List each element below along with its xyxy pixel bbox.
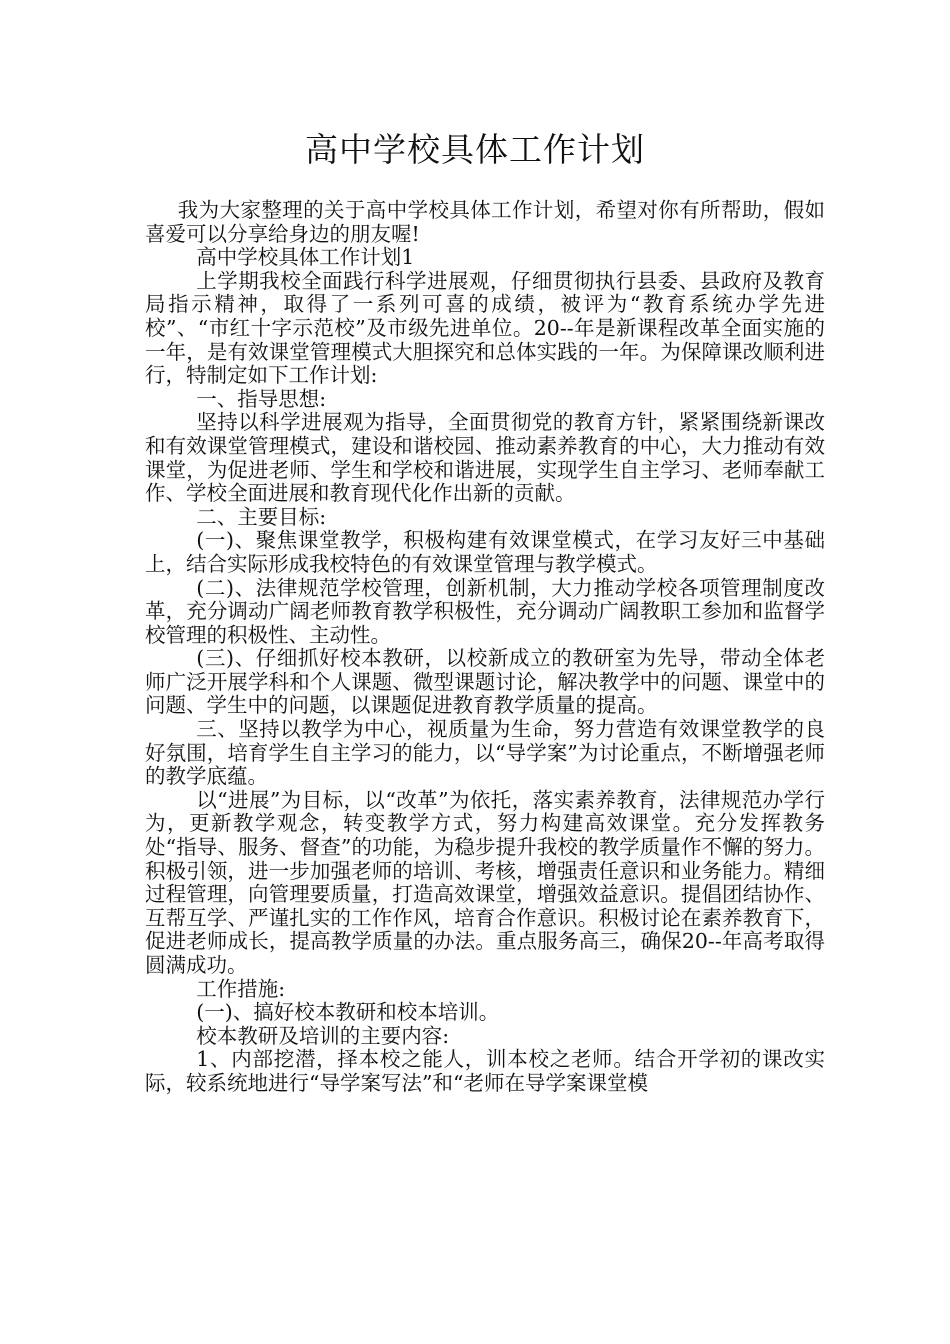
goal-item-1: (一)、聚焦课堂教学，积极构建有效课堂模式，在学习友好三中基础上，结合实际形成我校特色的有效课堂管理与教学模式。 [145,528,825,576]
section-heading-measures: 工作措施: [196,976,286,1001]
document-title: 高中学校具体工作计划 [305,130,645,169]
training-item-1: 1、内部挖潜，择本校之能人，训本校之老师。结合开学初的课改实际，较系统地进行“导学案写法”和“老师在导学案课堂模 [145,1047,825,1095]
section-three-paragraph: 三、坚持以教学为中心，视质量为生命，努力营造有效课堂教学的良好氛围，培育学生自主学习的能力，以“导学案”为讨论重点，不断增强老师的教学底蕴。 [145,717,825,789]
guiding-thought-paragraph: 坚持以科学进展观为指导，全面贯彻党的教育方针，紧紧围绕新课改和有效课堂管理模式，建设和谐校园、推动素养教育的中心，大力推动有效课堂，为促进老师、学生和学校和谐进展，实现学生自主学习、老师奉献工作、学校全面进展和教育现代化作出新的贡献。 [145,410,825,506]
intro-paragraph: 我为大家整理的关于高中学校具体工作计划，希望对你有所帮助，假如喜爱可以分享给身边的朋友喔! [145,198,825,246]
development-paragraph: 以“进展”为目标，以“改革”为依托，落实素养教育，法律规范办学行为，更新教学观念，转变教学方式，努力构建高效课堂。充分发挥教务处“指导、服务、督查”的功能，为稳步提升我校的教学质量作不懈的努力。积极引领，进一步加强老师的培训、考核，增强责任意识和业务能力。精细过程管理，向管理要质量，打造高效课堂，增强效益意识。提倡团结协作、互帮互学、严谨扎实的工作作风，培育合作意识。积极讨论在素养教育下，促进老师成长，提高教学质量的办法。重点服务高三，确保20--年高考取得圆满成功。 [145,787,825,977]
document-body [145,199,825,1096]
goal-item-3: (三)、仔细抓好校本教研，以校新成立的教研室为先导，带动全体老师广泛开展学科和个人课题、微型课题讨论，解决教学中的问题、课堂中的问题、学生中的问题，以课题促进教育教学质量的提高。 [145,646,825,718]
section-heading-main-goals: 二、主要目标: [196,504,327,529]
training-content-heading: 校本教研及培训的主要内容: [196,1023,450,1048]
background-paragraph: 上学期我校全面践行科学进展观，仔细贯彻执行县委、县政府及教育局指示精神，取得了一系列可喜的成绩，被评为“教育系统办学先进校”、“市红十字示范校”及市级先进单位。20--年是新课程改革全面实施的一年，是有效课堂管理模式大胆探究和总体实践的一年。为保障课改顺利进行，特制定如下工作计划: [145,268,825,388]
goal-item-2: (二)、法律规范学校管理，创新机制，大力推动学校各项管理制度改革，充分调动广阔老师教育教学积极性，充分调动广阔教职工参加和监督学校管理的积极性、主动性。 [145,575,825,647]
measure-item-1: (一)、搞好校本教研和校本培训。 [196,1000,500,1025]
section-heading-guiding-thought: 一、指导思想: [196,386,327,411]
plan-subtitle: 高中学校具体工作计划1 [196,245,415,270]
